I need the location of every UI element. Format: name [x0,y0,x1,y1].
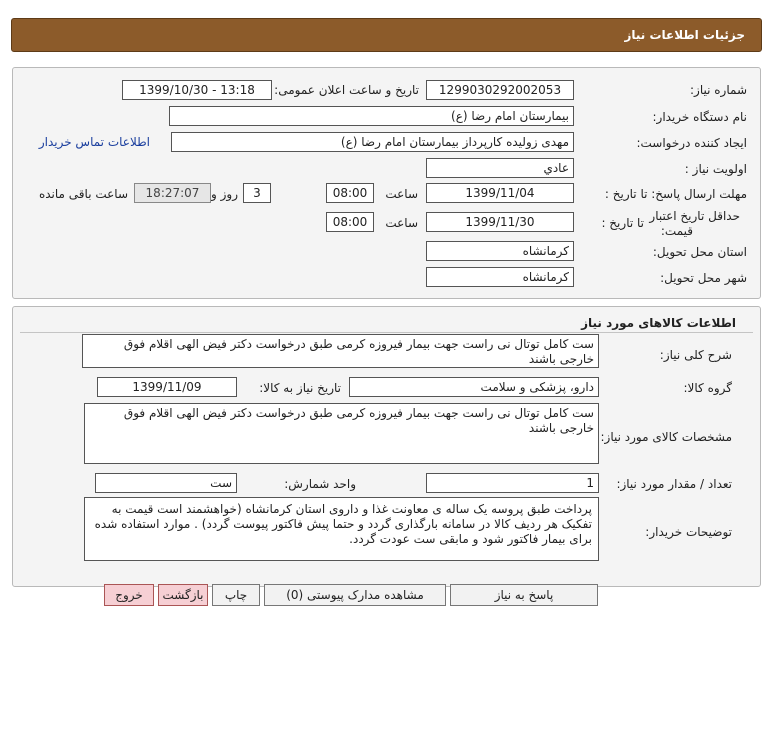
time-remaining-label: ساعت باقی مانده [38,187,128,201]
days-remaining-field[interactable]: 3 [243,183,271,203]
need-number-field[interactable]: 1299030292002053 [426,80,574,100]
general-desc-field[interactable]: ست کامل توتال نی راست جهت بیمار فیروزه کرمی طبق درخواست دکتر فیض الهی اقلام فوق خارجی باشند [82,334,599,368]
quantity-label: تعداد / مقدار مورد نیاز: [616,477,732,491]
reply-date-field[interactable]: 1399/11/04 [426,183,574,203]
province-field[interactable]: کرمانشاه [426,241,574,261]
unit-field[interactable]: ست [95,473,237,493]
price-validity-until-label: تا تاریخ : [601,216,644,230]
need-number-label: شماره نیاز: [690,83,747,97]
city-field[interactable]: کرمانشاه [426,267,574,287]
need-date-label: تاریخ نیاز به کالا: [259,381,341,395]
view-attachments-button[interactable]: مشاهده مدارک پیوستی (0) [264,584,446,606]
price-validity-date-field[interactable]: 1399/11/30 [426,212,574,232]
buyer-notes-field[interactable]: پرداخت طبق پروسه یک ساله ی معاونت غذا و داروی استان کرمانشاه (خواهشمند است قیمت به تفکیک هر ردیف کالا در سامانه بارگذاری گردد و حتما پیش فاکتور پیوست گردد) . موارد استفاده شده برای بیمار فاکتور شود و مابقی ست عودت گردد. [84,497,599,561]
reply-button[interactable]: پاسخ به نیاز [450,584,598,606]
goods-group-field[interactable]: دارو، پزشکی و سلامت [349,377,599,397]
need-date-field[interactable]: 1399/11/09 [97,377,237,397]
city-label: شهر محل تحویل: [660,271,747,285]
need-info-panel [12,67,761,299]
page-title: جزئیات اطلاعات نیاز [624,28,745,42]
announce-datetime-field[interactable]: 1399/10/30 - 13:18 [122,80,272,100]
unit-label: واحد شمارش: [284,477,356,491]
general-desc-label: شرح کلی نیاز: [659,348,732,362]
reply-time-field[interactable]: 08:00 [326,183,374,203]
price-validity-time-label: ساعت [385,216,418,230]
print-button[interactable]: چاپ [212,584,260,606]
goods-spec-label: مشخصات کالای مورد نیاز: [600,430,732,444]
reply-deadline-label: مهلت ارسال پاسخ: تا تاریخ : [604,187,747,201]
goods-section-title: اطلاعات کالاهای مورد نیاز [581,316,736,330]
announce-datetime-label: تاریخ و ساعت اعلان عمومی: [274,83,419,97]
quantity-field[interactable]: 1 [426,473,599,493]
exit-button[interactable]: خروج [104,584,154,606]
section-divider [20,332,753,333]
priority-field[interactable]: عادي [426,158,574,178]
days-label: روز و [211,187,238,201]
buyer-org-label: نام دستگاه خریدار: [652,110,747,124]
price-validity-label-2: قیمت: [660,224,693,238]
price-validity-time-field[interactable]: 08:00 [326,212,374,232]
time-remaining-field: 18:27:07 [134,183,211,203]
page-header [11,18,762,52]
creator-field[interactable]: مهدی زولیده کارپرداز بیمارستان امام رضا (ع) [171,132,574,152]
creator-label: ایجاد کننده درخواست: [636,136,747,150]
price-validity-label: حداقل تاریخ اعتبار [649,209,740,223]
province-label: استان محل تحویل: [652,245,747,259]
reply-time-label: ساعت [385,187,418,201]
buyer-notes-label: توضیحات خریدار: [645,525,732,539]
goods-spec-field[interactable]: ست کامل توتال نی راست جهت بیمار فیروزه کرمی طبق درخواست دکتر فیض الهی اقلام فوق خارجی باشند [84,403,599,464]
buyer-org-field[interactable]: بیمارستان امام رضا (ع) [169,106,574,126]
priority-label: اولویت نیاز : [684,162,747,176]
buyer-contact-link[interactable]: اطلاعات تماس خریدار [38,135,150,149]
back-button[interactable]: بازگشت [158,584,208,606]
goods-group-label: گروه کالا: [683,381,732,395]
